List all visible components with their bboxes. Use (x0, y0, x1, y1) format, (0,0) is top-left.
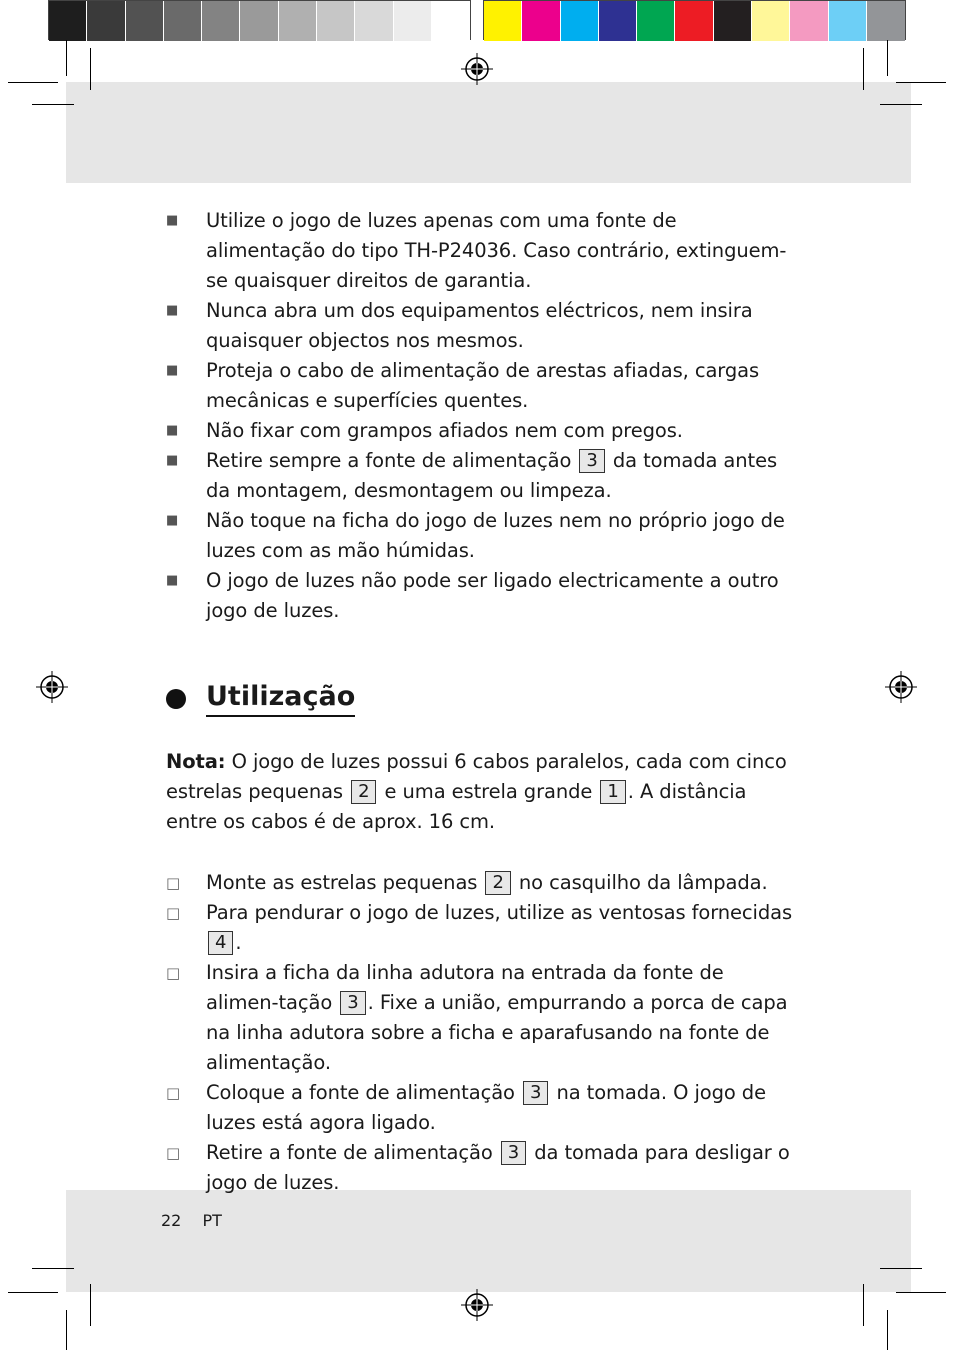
gray-swatch (164, 1, 202, 41)
header-band (66, 82, 911, 183)
reference-number-box: 3 (340, 991, 365, 1015)
color-swatch (599, 1, 637, 41)
section-title: Utilização (206, 681, 355, 717)
text-segment: Monte as estrelas pequenas (206, 871, 484, 894)
color-swatch (752, 1, 790, 41)
square-bullet-icon (166, 296, 186, 326)
footer-band (66, 1190, 911, 1292)
step-list-item (166, 868, 796, 898)
text-segment: . A distância entre os cabos é de aprox. 16 cm. (166, 780, 747, 833)
bullet-dot-icon (166, 689, 186, 709)
square-bullet-icon (166, 566, 186, 596)
reference-number-box: 1 (600, 780, 625, 804)
registration-mark-icon (885, 671, 917, 703)
gray-swatch (202, 1, 240, 41)
checkbox-bullet-icon (166, 868, 186, 900)
crop-mark (8, 1292, 58, 1293)
step-list-item (166, 1138, 796, 1198)
reference-number-box: 3 (501, 1141, 526, 1165)
color-swatch (561, 1, 599, 41)
safety-list-item (166, 506, 796, 566)
safety-list-item (166, 446, 796, 506)
checkbox-bullet-icon (166, 1078, 186, 1110)
text-segment: da tomada para desligar o jogo de luzes. (206, 1141, 790, 1194)
crop-mark (90, 48, 91, 90)
safety-list-item (166, 416, 796, 446)
text-segment: O jogo de luzes não pode ser ligado electricamente a outro jogo de luzes. (206, 569, 779, 622)
color-swatch (484, 1, 522, 41)
text-segment: Não toque na ficha do jogo de luzes nem no próprio jogo de luzes com as mão húmidas. (206, 509, 785, 562)
registration-mark-icon (461, 1289, 493, 1321)
checkbox-bullet-icon (166, 898, 186, 930)
registration-mark-icon (461, 53, 493, 85)
reference-number-box: 3 (579, 449, 604, 473)
checkbox-bullet-icon (166, 958, 186, 990)
crop-mark (887, 1310, 888, 1350)
page-number: 22 (161, 1211, 182, 1230)
color-calibration-bar (483, 0, 906, 40)
crop-mark (896, 1292, 946, 1293)
note-paragraph (166, 747, 796, 837)
gray-swatch (126, 1, 164, 41)
text-segment: Não fixar com grampos afiados nem com pregos. (206, 419, 683, 442)
page-footer (161, 1211, 238, 1230)
crop-mark (66, 40, 67, 76)
safety-list-item (166, 206, 796, 296)
reference-number-box: 3 (523, 1081, 548, 1105)
crop-mark (90, 1284, 91, 1326)
text-segment: Coloque a fonte de alimentação (206, 1081, 521, 1104)
section-heading (166, 681, 355, 717)
square-bullet-icon (166, 206, 186, 236)
color-swatch (675, 1, 713, 41)
step-list-item (166, 898, 796, 958)
gray-swatch (240, 1, 278, 41)
text-segment: Proteja o cabo de alimentação de arestas afiadas, cargas mecânicas e superfícies quentes. (206, 359, 760, 412)
text-segment: e uma estrela grande (378, 780, 599, 803)
square-bullet-icon (166, 446, 186, 476)
gray-swatch (394, 1, 432, 41)
crop-mark (887, 40, 888, 76)
text-segment: . (235, 931, 242, 954)
crop-mark (863, 1284, 864, 1326)
reference-number-box: 2 (351, 780, 376, 804)
crop-mark (8, 82, 58, 83)
step-list-item (166, 958, 796, 1078)
square-bullet-icon (166, 416, 186, 446)
gray-swatch (279, 1, 317, 41)
text-segment: no casquilho da lâmpada. (512, 871, 768, 894)
color-swatch (522, 1, 560, 41)
text-segment: Retire a fonte de alimentação (206, 1141, 499, 1164)
reference-number-box: 4 (208, 931, 233, 955)
color-swatch (867, 1, 905, 41)
crop-mark (896, 82, 946, 83)
crop-mark (880, 104, 922, 105)
text-segment: Retire sempre a fonte de alimentação (206, 449, 578, 472)
safety-list-item (166, 296, 796, 356)
color-swatch (714, 1, 752, 41)
grayscale-calibration-bar (48, 0, 471, 40)
safety-instructions-list (166, 206, 796, 626)
text-segment: Insira a ficha da linha adutora na entrada da fonte de alimen-tação (206, 961, 724, 1014)
text-segment: Nunca abra um dos equipamentos eléctricos, nem insira quaisquer objectos nos mesmos. (206, 299, 753, 352)
usage-steps-list (166, 868, 796, 1198)
text-segment: . Fixe a união, empurrando a porca de capa na linha adutora sobre a ficha e aparafusando na fonte de alimentação. (206, 991, 788, 1074)
text-segment: na tomada. O jogo de luzes está agora ligado. (206, 1081, 766, 1134)
square-bullet-icon (166, 356, 186, 386)
color-swatch (829, 1, 867, 41)
color-swatch (790, 1, 828, 41)
note-label: Nota: (166, 750, 226, 773)
gray-swatch (432, 1, 470, 41)
crop-mark (32, 1268, 74, 1269)
step-list-item (166, 1078, 796, 1138)
text-segment: Utilize o jogo de luzes apenas com uma fonte de alimentação do tipo TH-P24036. Caso contrário, extinguem-se quaisquer direitos de garantia. (206, 209, 787, 292)
registration-mark-icon (36, 671, 68, 703)
color-swatch (637, 1, 675, 41)
gray-swatch (87, 1, 125, 41)
safety-list-item (166, 566, 796, 626)
text-segment: da tomada antes da montagem, desmontagem ou limpeza. (206, 449, 778, 502)
gray-swatch (355, 1, 393, 41)
crop-mark (880, 1268, 922, 1269)
text-segment: Para pendurar o jogo de luzes, utilize as ventosas fornecidas (206, 901, 793, 924)
checkbox-bullet-icon (166, 1138, 186, 1170)
crop-mark (66, 1310, 67, 1350)
language-code: PT (202, 1211, 222, 1230)
gray-swatch (317, 1, 355, 41)
crop-mark (32, 104, 74, 105)
gray-swatch (49, 1, 87, 41)
reference-number-box: 2 (485, 871, 510, 895)
safety-list-item (166, 356, 796, 416)
square-bullet-icon (166, 506, 186, 536)
text-segment: O jogo de luzes possui 6 cabos paralelos, cada com cinco estrelas pequenas (166, 750, 787, 803)
crop-mark (863, 48, 864, 90)
